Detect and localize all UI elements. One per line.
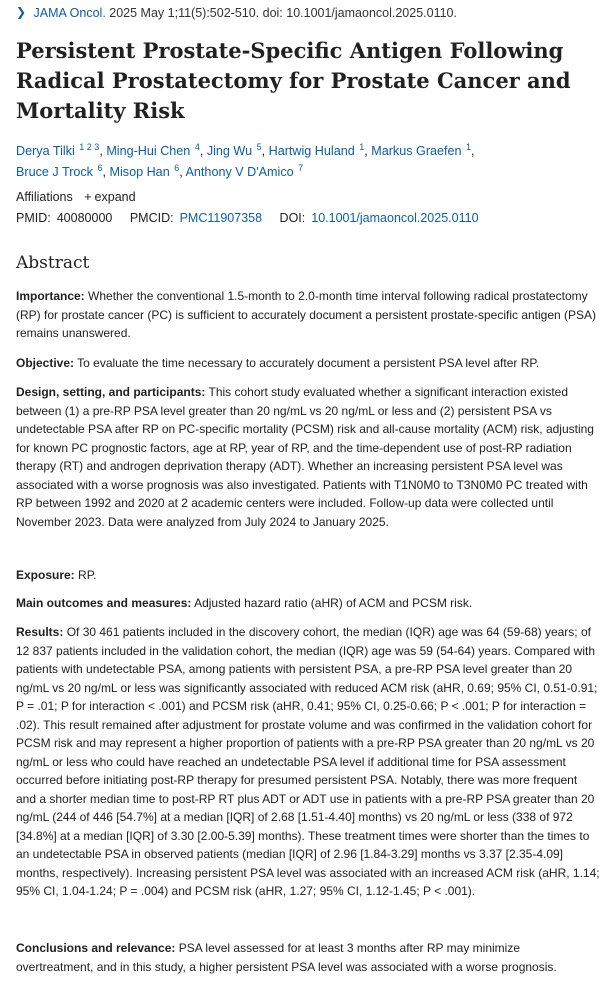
affiliations-label: Affiliations xyxy=(16,190,73,204)
doi: DOI: 10.1001/jamaoncol.2025.0110 xyxy=(279,211,479,225)
author-list: Derya Tilki $^{1 2 3}$, Ming-Hui Chen $^4$, Jing Wu $^5$, Hartwig Huland $^1$, Markus Graefen $^1$, Bruce J Trock $^6$, Misop Han $^6$, Anthony V D'Amico $^7$ xyxy=(16,141,475,179)
author-link[interactable]: Anthony V D'Amico xyxy=(185,165,294,179)
abstract-section-importance xyxy=(16,287,600,343)
affiliation-ref[interactable]: 6 xyxy=(174,162,180,173)
article-title: Persistent Prostate-Specific Antigen Following Radical Prostatectomy for Prostate Cancer and Mortality Risk xyxy=(16,38,571,123)
affiliations-row xyxy=(16,190,136,204)
expand-label: expand xyxy=(94,190,136,204)
section-text: Of 30 461 patients included in the discovery cohort, the median (IQR) age was 64 (59-68) years; of 12 837 patients included in the validation cohort, the median (IQR) age was 59 (54-64) years. Compared with patients with undetectable PSA, among patients with persistent PSA, a pre-RP PSA level greater than 20 ng/mL vs 20 ng/mL or less was significantly associated with reduced ACM risk (aHR, 0.69; 95% CI, 0.51-0.91; P = .01; P for interaction < .001) and PCSM risk (aHR, 0.41; 95% CI, 0.25-0.66; P < .001; P for interaction = .02). This result remained after adjustment for prostate volume and was confirmed in the validation cohort for PCSM risk and may represent a higher proportion of patients with a pre-RP PSA greater than 20 ng/mL vs 20 ng/mL or less who could have reached an undetectable PSA level if additional time for PSA assessment occurred before initiating post-RP therapy for presumed persistent PSA. Notably, there was more frequent and a shorter median time to post-RP RT plus ADT or ADT use in patients with a pre-RP PSA greater than 20 ng/mL (244 of 446 [54.7%] at a median [IQR] of 2.68 [1.51-4.40] months) vs 20 ng/mL or less (338 of 972 [34.8%] at a median [IQR] of 3.30 [2.00-5.39] months). These treatment times were shorter than the times to an undetectable PSA in observed patients (median [IQR] of 2.96 [1.84-3.29] months vs 3.37 [2.35-4.09] months, respectively). Increasing persistent PSA level was associated with an increased ACM risk (aHR, 1.14; 95% CI, 1.04-1.24; P = .004) and PCSM risk (aHR, 1.27; 95% CI, 1.12-1.45; P < .001). xyxy=(16,625,600,898)
citation-line xyxy=(16,6,457,20)
abstract-heading: Abstract xyxy=(16,253,90,273)
pmcid-link[interactable]: PMC11907358 xyxy=(179,211,263,225)
section-text: To evaluate the time necessary to accurately document a persistent PSA level after RP. xyxy=(77,356,540,370)
section-label: Objective: xyxy=(16,356,75,370)
section-text: This cohort study evaluated whether a significant interaction existed between (1) a pre-RP PSA level greater than 20 ng/mL vs 20 ng/mL or less and (2) persistent PSA vs undetectable PSA after RP on PC-specific mortality (PCSM) risk and all-cause mortality (ACM) risk, adjusting for known PC prognostic factors, age at RP, year of RP, and the time-dependent use of post-RP radiation therapy (RT) and androgen deprivation therapy (ADT). Whether an increasing persistent PSA level was associated with a worse prognosis was also investigated. Patients with T1N0M0 to T3N0M0 PC treated with RP between 1992 and 2020 at 2 academic centers were included. Follow-up data were collected until November 2023. Data were analyzed from July 2024 to January 2025. xyxy=(16,385,594,529)
abstract-section-results xyxy=(16,623,600,901)
abstract-section-conclusions xyxy=(16,939,600,976)
affiliation-ref[interactable]: 7 xyxy=(298,162,304,173)
abstract-section-objective xyxy=(16,354,600,373)
identifiers-row xyxy=(16,211,493,225)
author xyxy=(106,141,200,158)
section-text: Whether the conventional 1.5-month to 2.0-month time interval following radical prostatectomy (RP) for prostate cancer (PC) is sufficient to accurately document a persistent prostate-specific antigen (PSA) remains unanswered. xyxy=(16,289,597,340)
doi-link[interactable]: 10.1001/jamaoncol.2025.0110 xyxy=(311,211,479,225)
affiliation-ref[interactable]: 1 xyxy=(359,141,365,152)
abstract-section-design xyxy=(16,383,600,531)
pmcid: PMCID: PMC11907358 xyxy=(129,211,263,225)
section-text: PSA level assessed for at least 3 months after RP may minimize overtreatment, and in this study, a higher persistent PSA level was associated with a worse prognosis. xyxy=(16,941,557,974)
affiliation-ref[interactable]: 6 xyxy=(97,162,103,173)
section-text: RP. xyxy=(78,568,97,582)
affiliation-ref[interactable]: 1 xyxy=(466,141,472,152)
abstract-section-exposure xyxy=(16,566,600,585)
pmid-value: 40080000 xyxy=(56,211,113,225)
author-link[interactable]: Markus Graefen xyxy=(371,144,462,158)
expand-toggle[interactable] xyxy=(76,190,135,204)
pmid: PMID: 40080000 xyxy=(16,211,113,225)
author xyxy=(16,162,103,179)
author-link[interactable]: Hartwig Huland xyxy=(268,144,355,158)
abstract-section-outcomes xyxy=(16,594,600,613)
section-label: Results: xyxy=(16,625,64,639)
author xyxy=(371,141,472,158)
plus-icon: + xyxy=(84,190,92,204)
section-label: Importance: xyxy=(16,289,85,303)
journal-link[interactable]: JAMA Oncol. xyxy=(33,6,106,20)
affiliation-ref[interactable]: 5 xyxy=(256,141,262,152)
author-link[interactable]: Ming-Hui Chen xyxy=(106,144,191,158)
affiliation-ref[interactable]: 4 xyxy=(194,141,200,152)
author-link[interactable]: Misop Han xyxy=(109,165,170,179)
section-label: Design, setting, and participants: xyxy=(16,385,206,399)
section-text: Adjusted hazard ratio (aHR) of ACM and PCSM risk. xyxy=(194,596,473,610)
section-label: Exposure: xyxy=(16,568,75,582)
author-link[interactable]: Derya Tilki xyxy=(16,144,75,158)
chevron-right-icon[interactable]: ❯ xyxy=(16,5,27,19)
affiliation-ref[interactable]: 1 2 3 xyxy=(79,141,100,152)
author xyxy=(206,141,262,158)
section-label: Conclusions and relevance: xyxy=(16,941,176,955)
author xyxy=(185,162,304,179)
author-link[interactable]: Bruce J Trock xyxy=(16,165,93,179)
author-link[interactable]: Jing Wu xyxy=(206,144,253,158)
section-label: Main outcomes and measures: xyxy=(16,596,192,610)
citation-details: 2025 May 1;11(5):502-510. doi: 10.1001/jamaoncol.2025.0110. xyxy=(109,6,457,20)
author xyxy=(109,162,180,179)
author xyxy=(268,141,365,158)
author xyxy=(16,141,100,158)
